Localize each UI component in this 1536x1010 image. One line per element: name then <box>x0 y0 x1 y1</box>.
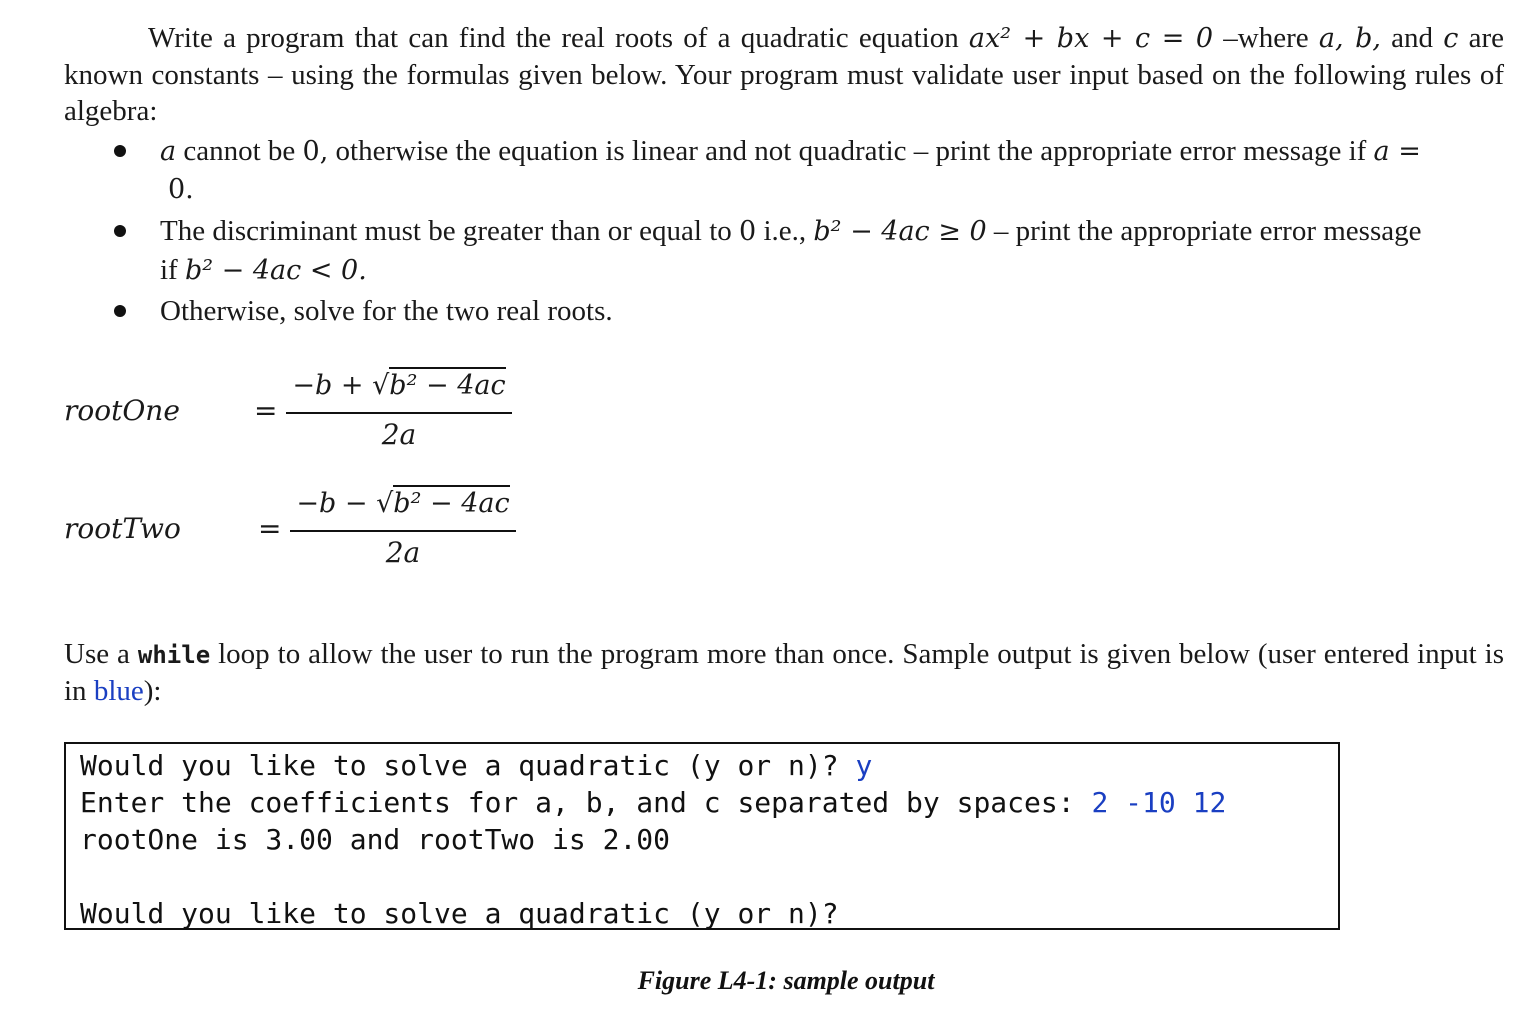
while-loop-paragraph <box>64 636 1504 709</box>
rule-var-a: a <box>160 136 177 167</box>
intro-text-1: Write a program that can find the real roots of a quadratic equation <box>148 22 959 54</box>
radicand: b² − 4ac <box>389 367 505 401</box>
figure-caption: Figure L4-1: sample output <box>637 966 935 995</box>
rule-2-text3: – print the appropriate error message <box>993 215 1422 247</box>
rule-2-text4: if <box>160 254 178 286</box>
console-output: rootOne is 3.00 and rootTwo is 2.00 <box>80 823 671 856</box>
numerator <box>286 368 512 401</box>
console-prompt: Would you like to solve a quadratic (y or n)? <box>80 897 839 930</box>
intro-paragraph <box>64 20 1504 129</box>
numerator-prefix: −b + √ <box>292 370 390 401</box>
console-prompt: Enter the coefficients for a, b, and c separated by spaces: <box>80 786 1092 819</box>
while-keyword: while <box>137 641 211 669</box>
rule-2-text2: i.e., <box>763 215 807 247</box>
denominator: 2a <box>385 536 421 569</box>
intro-var-c: c <box>1443 23 1459 54</box>
console-line <box>80 896 839 932</box>
bullet-dot-icon <box>114 305 126 317</box>
formula-root-one <box>64 366 506 456</box>
console-line <box>80 822 670 858</box>
console-user-input: 2 -10 12 <box>1091 786 1227 819</box>
fraction <box>290 484 516 574</box>
blue-word: blue <box>93 675 144 707</box>
bullet-dot-icon <box>114 225 126 237</box>
intro-and: and <box>1391 22 1434 54</box>
quadratic-equation: ax² + bx + c = 0 <box>968 23 1214 54</box>
fraction <box>286 366 512 456</box>
use-text-3: ): <box>143 675 162 707</box>
denominator: 2a <box>381 418 417 451</box>
console-line <box>80 785 1226 821</box>
intro-vars: a, b, <box>1318 23 1381 54</box>
use-text-1: Use a <box>64 638 130 670</box>
fraction-bar <box>286 412 512 414</box>
use-text-2: loop to allow the user to run the program more than once. Sample output is given below (user entered input is in <box>64 638 1505 707</box>
rule-2-expr: b² − 4ac ≥ 0 <box>813 216 987 247</box>
rule-text <box>160 132 1504 209</box>
formula-equals: = <box>258 512 282 545</box>
rule-2-zero: 0 <box>739 216 757 247</box>
radicand: b² − 4ac <box>393 485 509 519</box>
rule-1-text: cannot be <box>183 135 296 167</box>
formula-root-two <box>64 484 510 574</box>
rule-1-cond2: 0. <box>168 174 194 205</box>
rule-2-expr2: b² − 4ac < 0. <box>184 255 367 286</box>
intro-text-3: are known constants – using the formulas given below. Your program must validate user input based on the following rules of algebra: <box>64 22 1505 127</box>
rule-1-text2: otherwise the equation is linear and not quadratic – print the appropriate error message if <box>335 135 1367 167</box>
rule-text <box>160 292 1504 330</box>
bullet-dot-icon <box>114 145 126 157</box>
rule-2-text: The discriminant must be greater than or equal to <box>160 215 732 247</box>
numerator-prefix: −b − √ <box>296 488 394 519</box>
intro-text-2: –where <box>1223 22 1309 54</box>
console-prompt: Would you like to solve a quadratic (y or n)? <box>80 749 856 782</box>
numerator <box>290 486 516 519</box>
rule-3-text: Otherwise, solve for the two real roots. <box>160 295 613 327</box>
formula-label: rootTwo <box>64 512 181 545</box>
console-user-input: y <box>855 749 873 782</box>
fraction-bar <box>290 530 516 532</box>
rule-text <box>160 212 1504 290</box>
rule-1-cond: a = <box>1373 136 1421 167</box>
formula-equals: = <box>254 394 278 427</box>
sample-output-console <box>64 742 1340 930</box>
console-line <box>80 748 872 784</box>
rule-1-zero: 0, <box>302 136 329 167</box>
formula-label: rootOne <box>64 394 180 427</box>
